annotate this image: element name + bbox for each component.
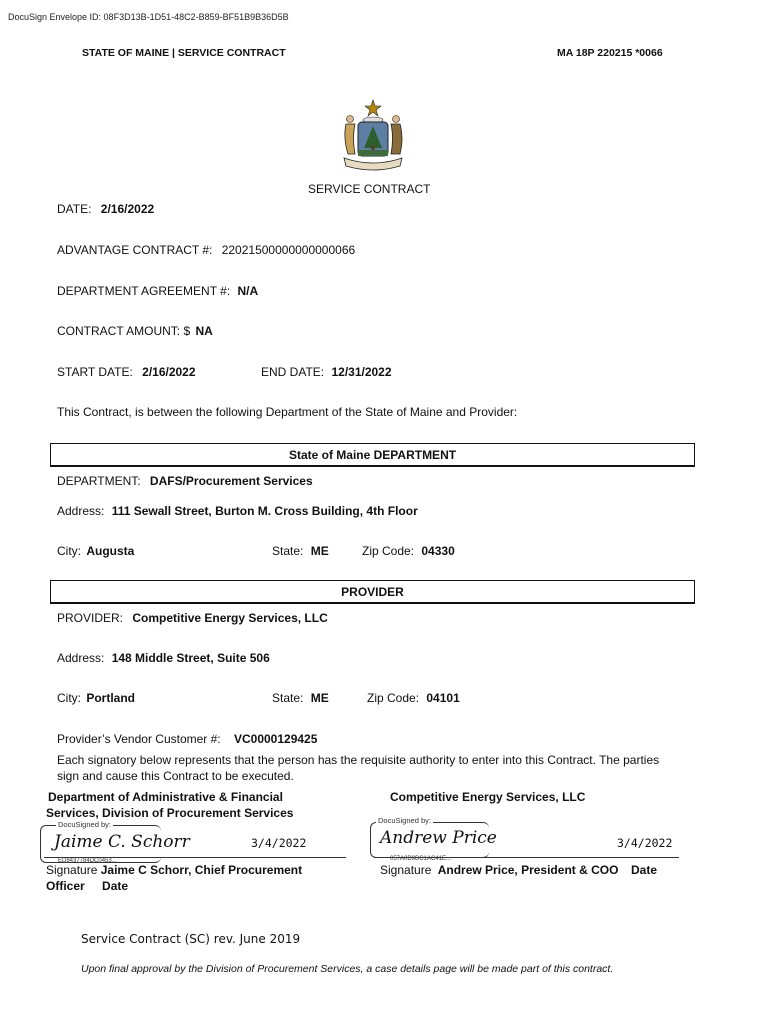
left-signer-id: ED8437784DC0453... — [58, 858, 117, 864]
right-party-name: Competitive Energy Services, LLC — [390, 790, 586, 804]
left-party-line-2: Services, Division of Procurement Services — [46, 806, 294, 820]
department-city-value: Augusta — [86, 544, 135, 558]
date-value: 2/16/2022 — [100, 202, 155, 216]
vendor-customer-value: VC0000129425 — [233, 732, 318, 746]
header-contract-number: MA 18P 220215 *0066 — [557, 47, 663, 59]
provider-state-value: ME — [310, 691, 329, 705]
end-date-value: 12/31/2022 — [331, 365, 392, 379]
left-signer-title-cont: Officer — [46, 879, 85, 893]
advantage-contract-label: ADVANTAGE CONTRACT #: — [57, 243, 213, 257]
left-docusigned-label: DocuSigned by: — [58, 820, 111, 829]
left-signer-name-title: Jaime C Schorr, Chief Procurement — [100, 863, 303, 877]
start-date-value: 2/16/2022 — [142, 365, 196, 379]
right-signer-name-title: Andrew Price, President & COO — [437, 863, 619, 877]
department-zip-value: 04330 — [421, 544, 455, 558]
right-date-label: Date — [631, 863, 658, 877]
department-city-label: City: — [57, 544, 81, 558]
provider-state-label: State: — [272, 691, 304, 705]
department-state-value: ME — [310, 544, 329, 558]
vendor-customer-label: Provider’s Vendor Customer #: — [57, 732, 221, 746]
left-handwritten-signature: Jaime C. Schorr — [54, 832, 190, 852]
end-date-label: END DATE: — [261, 365, 325, 379]
department-address-value: 111 Sewall Street, Burton M. Cross Building, 4th Floor — [111, 504, 418, 518]
authority-text-line-2: sign and cause this Contract to be executed. — [57, 769, 294, 783]
docusign-envelope-id: DocuSign Envelope ID: 08F3D13B-1D51-48C2-B859-BF51B9B36D5B — [8, 12, 289, 22]
provider-label: PROVIDER: — [57, 611, 124, 625]
revision-note: Service Contract (SC) rev. June 2019 — [81, 932, 301, 946]
date-label: DATE: — [57, 202, 92, 216]
right-signature-date: 3/4/2022 — [617, 836, 673, 850]
department-address-label: Address: — [57, 504, 105, 518]
intro-text: This Contract, is between the following Department of the State of Maine and Provider: — [57, 405, 518, 419]
provider-value: Competitive Energy Services, LLC — [132, 611, 328, 625]
provider-address-value: 148 Middle Street, Suite 506 — [111, 651, 270, 665]
department-zip-label: Zip Code: — [362, 544, 415, 558]
left-date-label: Date — [102, 879, 129, 893]
department-value: DAFS/Procurement Services — [149, 474, 313, 488]
right-handwritten-signature: Andrew Price — [380, 828, 497, 848]
authority-text-line-1: Each signatory below represents that the person has the requisite authority to enter into this Contract. The parties — [57, 753, 660, 767]
left-signature-label: Signature — [46, 863, 98, 877]
provider-city-value: Portland — [86, 691, 136, 705]
provider-zip-label: Zip Code: — [367, 691, 420, 705]
department-state-label: State: — [272, 544, 304, 558]
contract-amount-label: CONTRACT AMOUNT: $ — [57, 324, 191, 338]
right-signature-label: Signature — [380, 863, 432, 877]
advantage-contract-value: 22021500000000000066 — [221, 243, 356, 257]
department-section-heading: State of Maine DEPARTMENT — [50, 443, 695, 467]
final-approval-note: Upon final approval by the Division of Procurement Services, a case details page will be made part of this contract. — [81, 963, 614, 975]
start-date-label: START DATE: — [57, 365, 133, 379]
document-title: SERVICE CONTRACT — [308, 182, 431, 196]
department-agreement-label: DEPARTMENT AGREEMENT #: — [57, 284, 231, 298]
left-signature-date: 3/4/2022 — [251, 836, 307, 850]
state-of-maine-seal — [338, 98, 408, 176]
header-title: STATE OF MAINE | SERVICE CONTRACT — [82, 47, 286, 59]
right-docusigned-label: DocuSigned by: — [378, 816, 431, 825]
provider-section-heading: PROVIDER — [50, 580, 695, 604]
right-signer-id: 057A0D9DC1AC41E... — [390, 856, 452, 862]
left-party-line-1: Department of Administrative & Financial — [48, 790, 283, 804]
provider-address-label: Address: — [57, 651, 105, 665]
contract-amount-value: NA — [195, 324, 213, 338]
provider-zip-value: 04101 — [426, 691, 460, 705]
provider-city-label: City: — [57, 691, 81, 705]
department-agreement-value: N/A — [237, 284, 259, 298]
department-label: DEPARTMENT: — [57, 474, 141, 488]
